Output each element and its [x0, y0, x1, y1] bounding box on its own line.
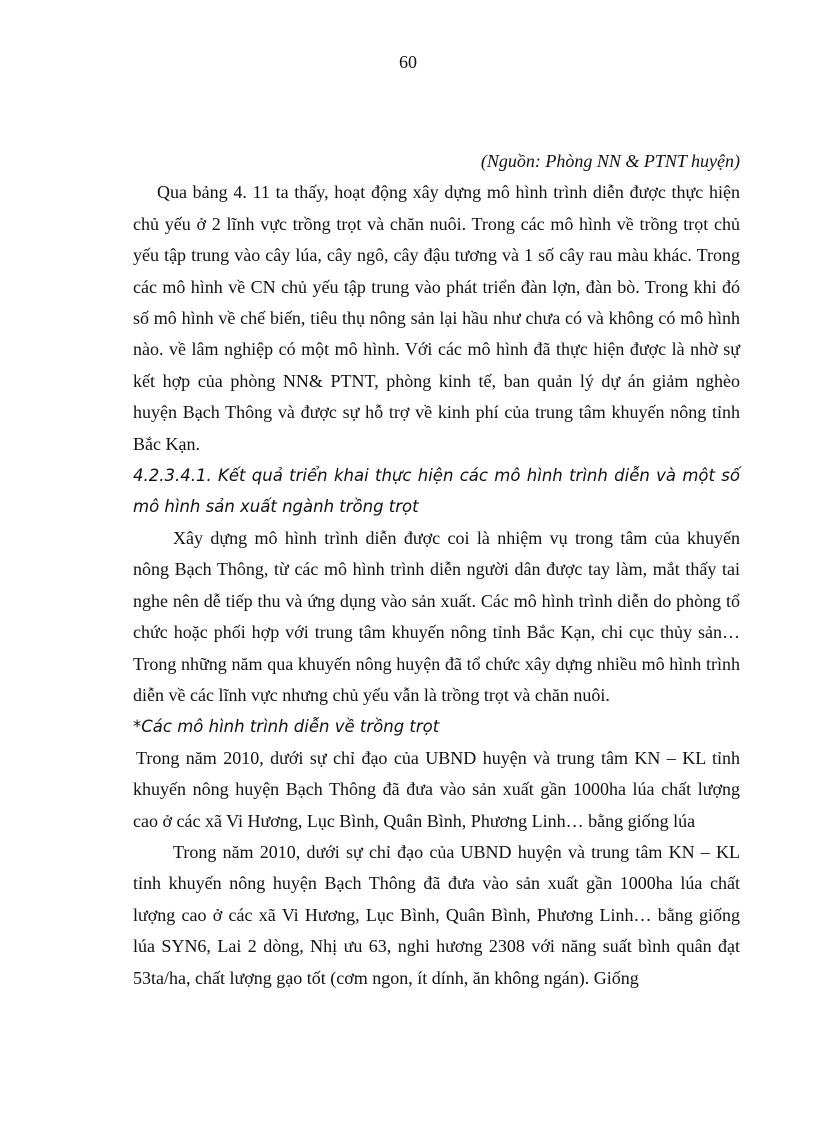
section-heading: 4.2.3.4.1. Kết quả triển khai thực hiện các mô hình trình diễn và một số mô hình sản xuất ngành trồng trọt [133, 466, 740, 517]
table-source-note: (Nguồn: Phòng NN & PTNT huyện) [480, 151, 740, 171]
paragraph-2010-rice-short: Trong năm 2010, dưới sự chỉ đạo của UBND huyện và trung tâm KN – KL tỉnh khuyến nông huyện Bạch Thông đã đưa vào sản xuất gần 1000ha lúa chất lượng cao ở các xã Vi Hương, Lục Bình, Quân Bình, Phương Linh… bằng giống lúa [133, 747, 740, 831]
paragraph-demonstration-models: Xây dựng mô hình trình diễn được coi là nhiệm vụ trong tâm của khuyến nông Bạch Thông, từ các mô hình trình diễn người dân được tay làm, mắt thấy tai nghe nên dễ tiếp thu và ứng dụng vào sản xuất. Các mô hình trình diễn do phòng tổ chức hoặc phối hợp với trung tâm khuyến nông tỉnh Bắc Kạn, chi cục thủy sản… Trong những năm qua khuyến nông huyện đã tổ chức xây dựng nhiều mô hình trình diễn về các lĩnh vực nhưng chủ yếu vẫn là trồng trọt và chăn nuôi. [133, 527, 740, 705]
paragraph-2010-rice-full: Trong năm 2010, dưới sự chỉ đạo của UBND huyện và trung tâm KN – KL tỉnh khuyến nông huyện Bạch Thông đã đưa vào sản xuất gần 1000ha lúa chất lượng cao ở các xã Vi Hương, Lục Bình, Quân Bình, Phương Linh… bằng giống lúa SYN6, Lai 2 dòng, Nhị ưu 63, nghi hương 2308 với năng suất bình quân đạt 53ta/ha, chất lượng gạo tốt (cơm ngon, ít dính, ăn không ngán). Giống [133, 841, 740, 988]
paragraph-table-analysis: Qua bảng 4. 11 ta thấy, hoạt động xây dựng mô hình trình diễn được thực hiện chủ yếu ở 2 lĩnh vực trồng trọt và chăn nuôi. Trong các mô hình về trồng trọt chủ yếu tập trung vào cây lúa, cây ngô, cây đậu tương và 1 số cây rau màu khác. Trong các mô hình về CN chủ yếu tập trung vào phát triển đàn lợn, đàn bò. Trong khi đó số mô hình về chế biến, tiêu thụ nông sản lại hầu như chưa có và không có mô hình nào. về lâm nghiệp có một mô hình. Với các mô hình đã thực hiện được là nhờ sự kết hợp của phòng NN& PTNT, phòng kinh tế, ban quản lý dự án giảm nghèo huyện Bạch Thông và được sự hỗ trợ về kinh phí của trung tâm khuyến nông tỉnh Bắc Kạn. [133, 182, 740, 454]
subheading-crop-models: *Các mô hình trình diễn về trồng trọt [133, 717, 440, 737]
page-number: 60 [399, 52, 417, 72]
document-body [133, 146, 740, 994]
